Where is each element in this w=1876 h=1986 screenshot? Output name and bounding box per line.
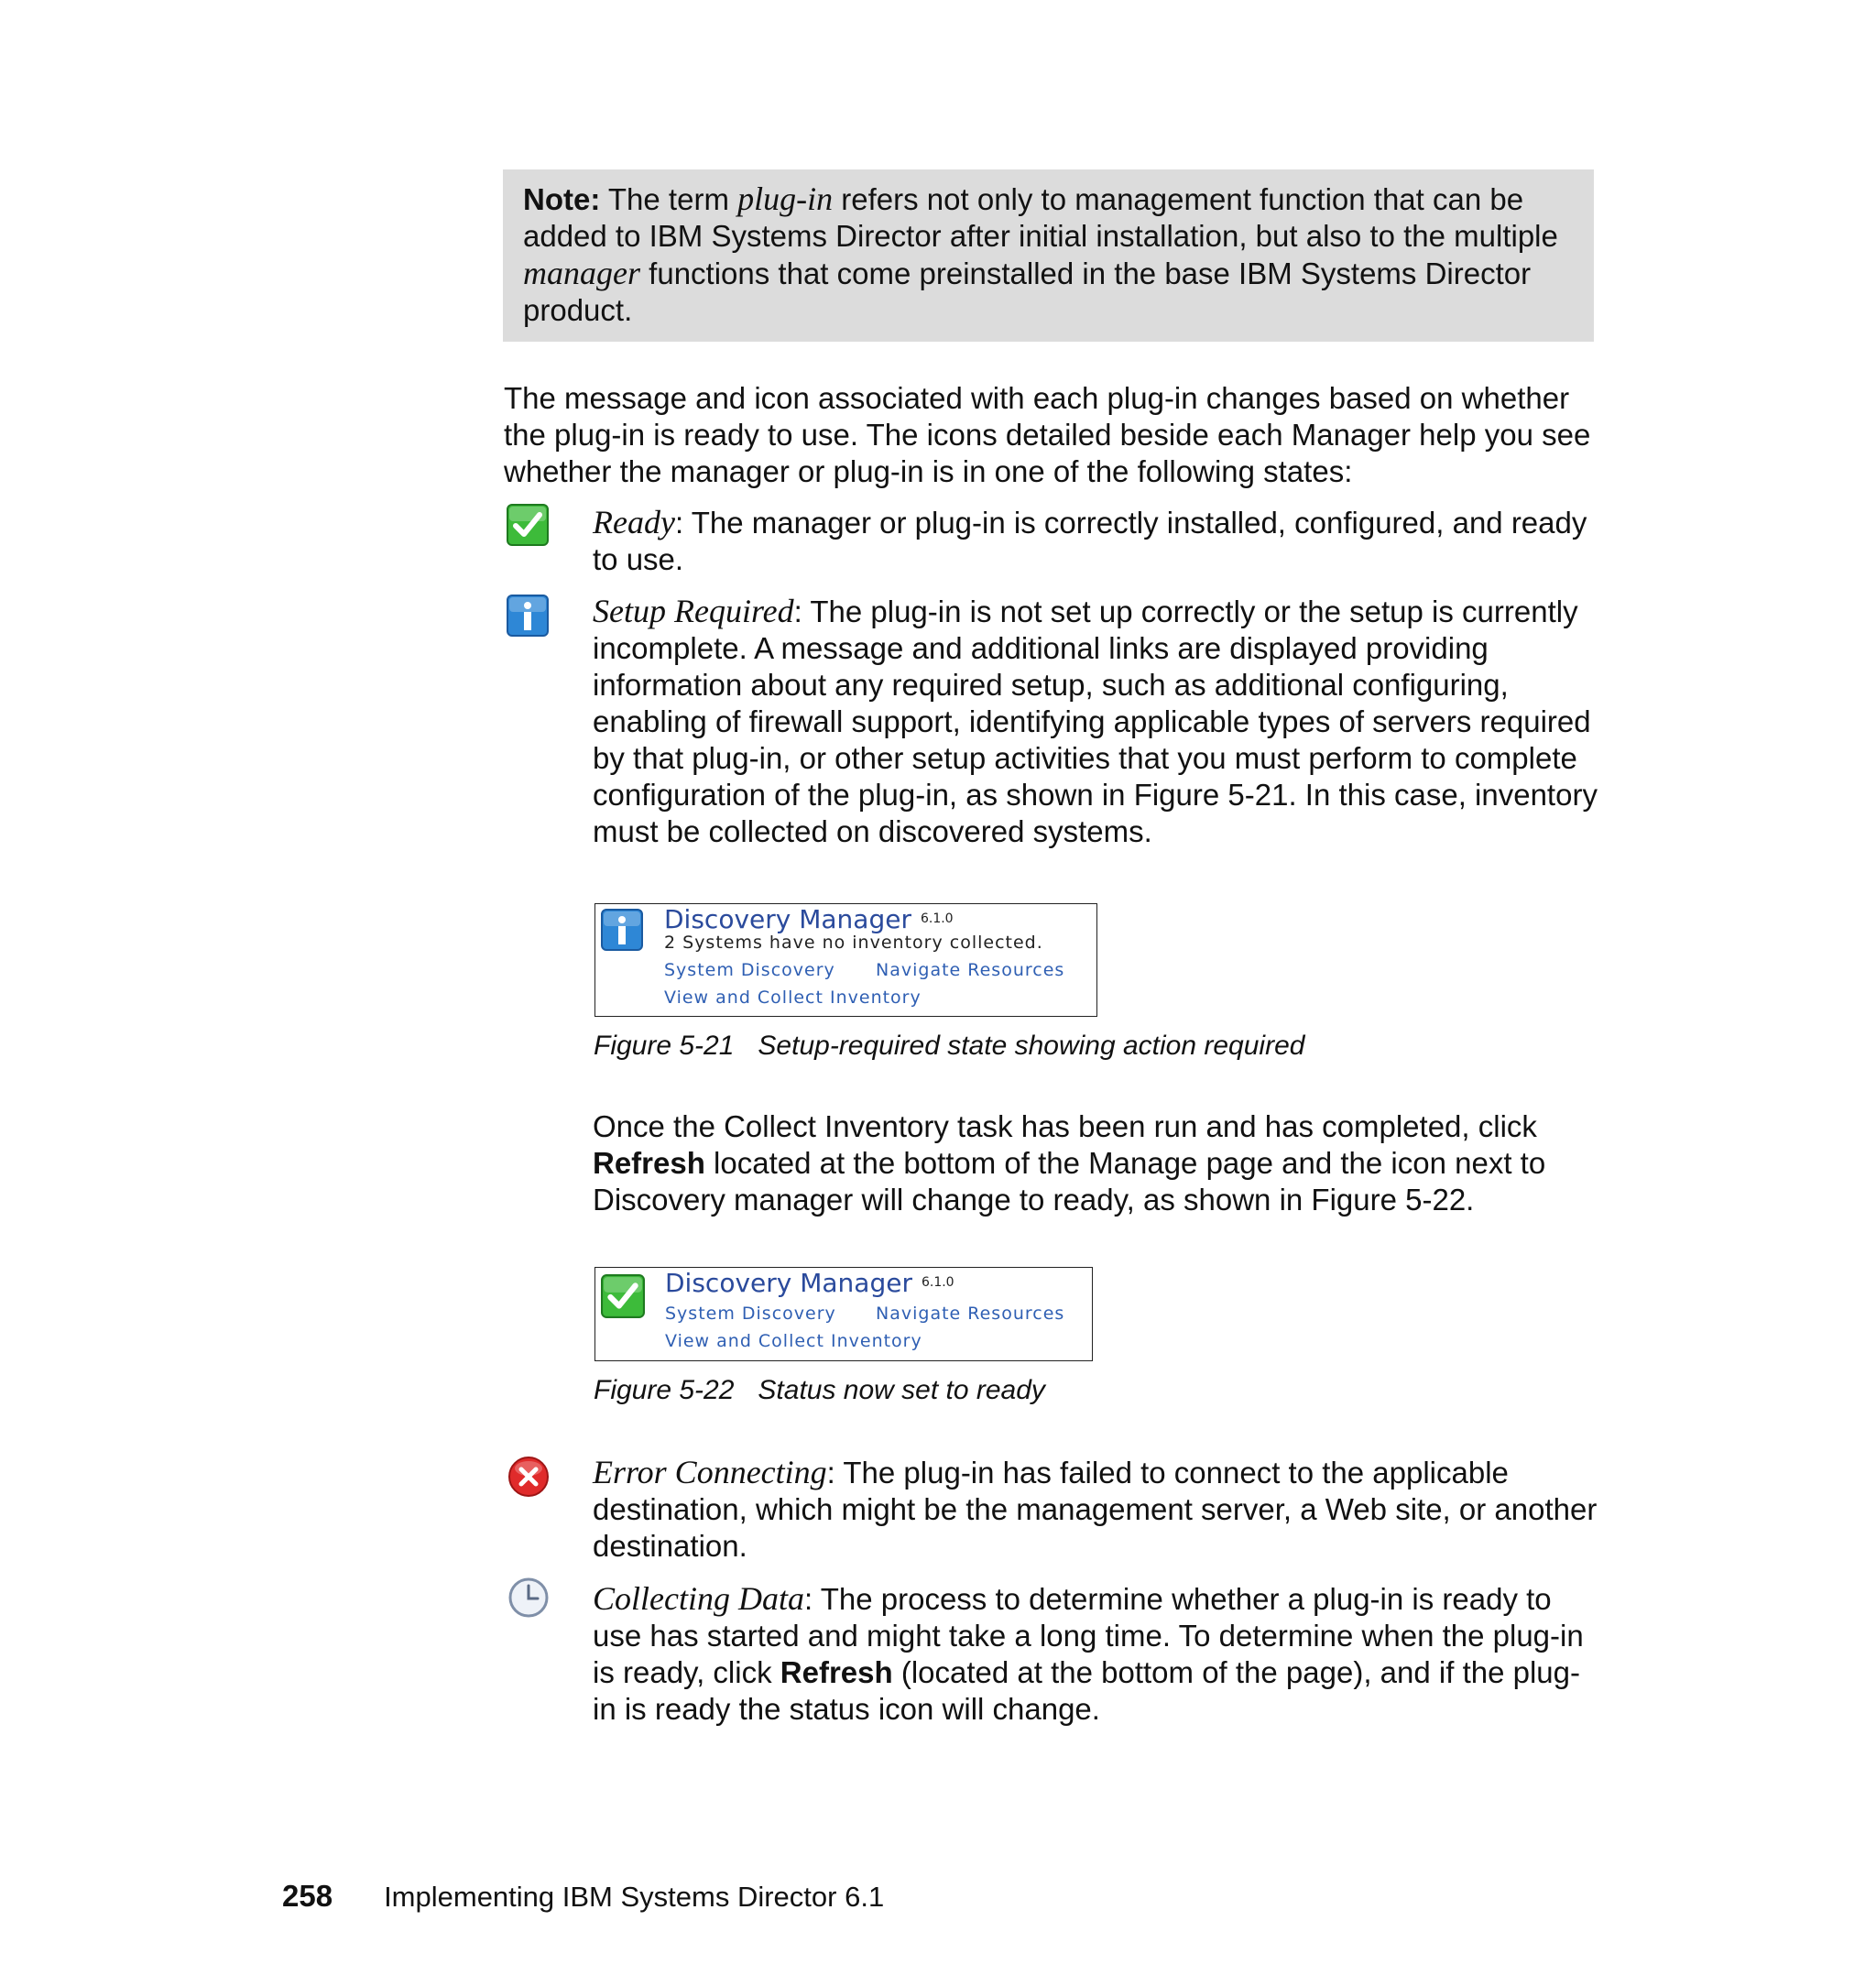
green-check-icon: [507, 504, 549, 546]
figure-5-21-screenshot: [594, 903, 1097, 1017]
page-number: 258: [282, 1879, 333, 1913]
error-text: : The plug-in has failed to connect to the applicable destination, which might be the management server, a Web site, or another destination.: [593, 1456, 1598, 1563]
manager-title-text: Discovery Manager: [664, 904, 911, 934]
refresh-bold: Refresh: [593, 1146, 705, 1180]
manager-title-text: Discovery Manager: [665, 1268, 912, 1298]
discovery-manager-title: [664, 904, 954, 934]
info-icon: [601, 909, 643, 951]
caption-number: Figure 5-21: [594, 1031, 735, 1061]
collecting-term: Collecting Data: [593, 1580, 804, 1617]
version-label: 6.1.0: [920, 911, 954, 926]
book-title: Implementing IBM Systems Director 6.1: [384, 1881, 885, 1913]
collecting-description: [593, 1580, 1600, 1728]
ready-text: : The manager or plug-in is correctly installed, configured, and ready to use.: [593, 506, 1587, 576]
setup-text: : The plug-in is not set up correctly or the setup is currently incomplete. A message and additional links are displayed providing information about any required setup, such as additional configuring, enabling of firewall support, identifying applicable types of servers required by that plug-in, or other setup activities that you must perform to complete configuration of the plug-in, as shown in Figure 5-21. In this case, inventory must be collected on discovered systems.: [593, 595, 1598, 848]
intro-paragraph: The message and icon associated with each plug-in changes based on whether the plug-in is ready to use. The icons detailed beside each Manager help you see whether the manager or plug-in is in one of the following states:: [504, 381, 1591, 488]
caption-text: Setup-required state showing action required: [758, 1031, 1305, 1061]
error-icon: [507, 1456, 550, 1498]
refresh-text-2: located at the bottom of the Manage page and the icon next to Discovery manager will change to ready, as shown in Figure 5-22.: [593, 1146, 1546, 1217]
clock-icon: [507, 1577, 550, 1619]
note-text-1: The term: [600, 182, 738, 216]
note-label: Note:: [523, 182, 601, 216]
view-collect-inventory-link[interactable]: View and Collect Inventory: [665, 1331, 922, 1351]
figure-5-22-screenshot: [594, 1267, 1093, 1361]
version-label: 6.1.0: [921, 1275, 954, 1290]
error-description: [593, 1454, 1600, 1565]
refresh-paragraph: [593, 1108, 1600, 1218]
figure-5-22-caption: [594, 1374, 1045, 1407]
status-message: 2 Systems have no inventory collected.: [664, 933, 1043, 953]
refresh-text-1: Once the Collect Inventory task has been run and has completed, click: [593, 1109, 1537, 1143]
page-footer: [282, 1880, 884, 1914]
collecting-text-1: : The process to determine whether a plug-in is ready to use has started and might take a long time. To determine when the plug-in is ready, click: [593, 1582, 1584, 1689]
ready-term: Ready: [593, 504, 675, 540]
note-text-2: refers not only to management function that can be added to IBM Systems Director after initial installation, but also to the multiple: [523, 182, 1558, 253]
navigate-resources-link[interactable]: Navigate Resources: [876, 1304, 1065, 1324]
discovery-manager-title: [665, 1268, 954, 1298]
setup-description: [593, 593, 1600, 850]
caption-number: Figure 5-22: [594, 1375, 735, 1405]
error-term: Error Connecting: [593, 1454, 827, 1490]
figure-5-21-caption: [594, 1030, 1304, 1063]
note-term-plugin: plug-in: [737, 180, 834, 217]
caption-text: Status now set to ready: [758, 1375, 1045, 1405]
navigate-resources-link[interactable]: Navigate Resources: [876, 960, 1065, 980]
collecting-bold: Refresh: [780, 1655, 893, 1689]
note-box: [503, 169, 1594, 342]
view-collect-inventory-link[interactable]: View and Collect Inventory: [664, 988, 922, 1008]
note-term-manager: manager: [523, 255, 640, 291]
setup-term: Setup Required: [593, 593, 794, 629]
green-check-icon: [601, 1274, 645, 1318]
info-icon: [507, 595, 549, 637]
ready-description: [593, 504, 1600, 578]
system-discovery-link[interactable]: System Discovery: [664, 960, 835, 980]
system-discovery-link[interactable]: System Discovery: [665, 1304, 836, 1324]
collecting-text-2: (located at the bottom of the page), and if the plug-in is ready the status icon will change.: [593, 1655, 1580, 1726]
note-text-3: functions that come preinstalled in the base IBM Systems Director product.: [523, 256, 1532, 327]
